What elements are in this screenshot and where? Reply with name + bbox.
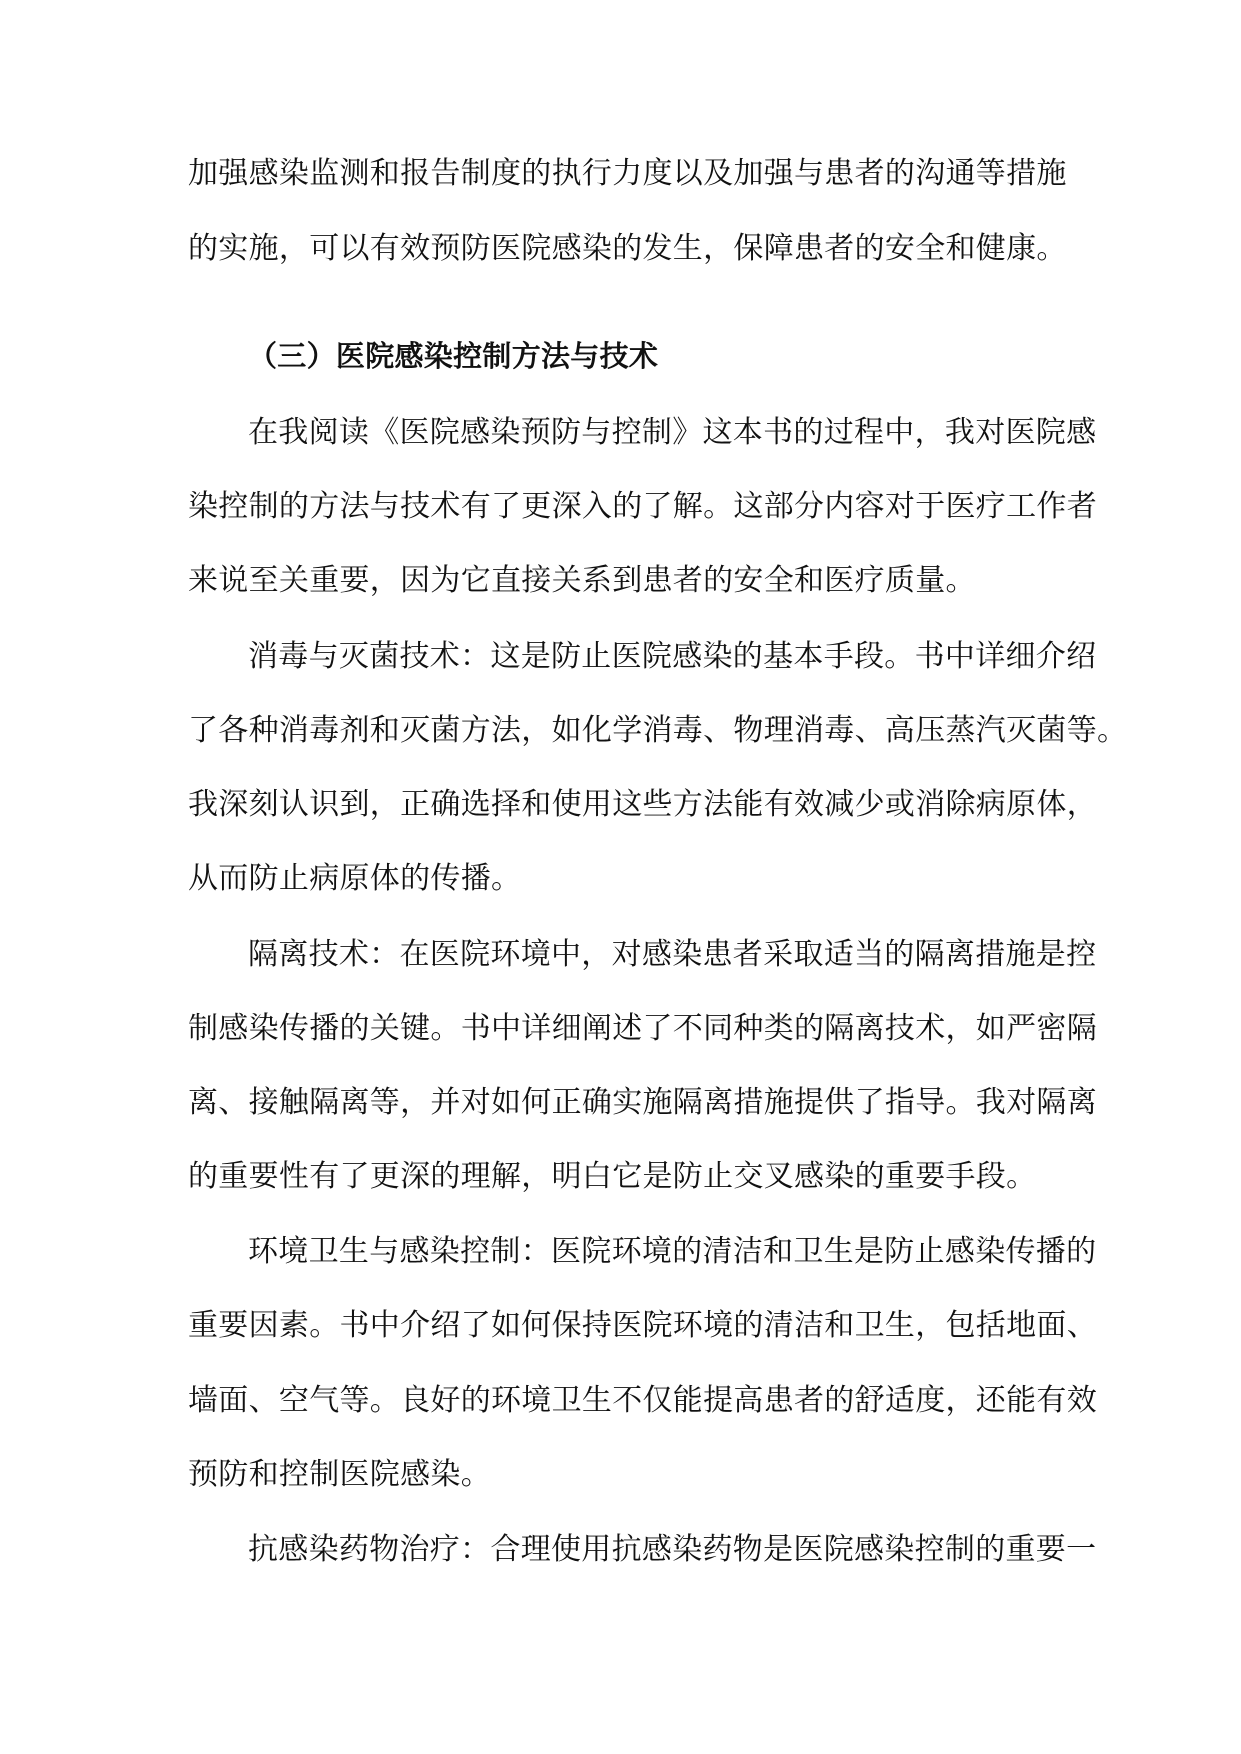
text-line-1: 加强感染监测和报告制度的执行力度以及加强与患者的沟通等措施 <box>188 156 1067 191</box>
text-line-13: 离、接触隔离等，并对如何正确实施隔离措施提供了指导。我对隔离 <box>188 1085 1097 1120</box>
text-line-9: 我深刻认识到，正确选择和使用这些方法能有效减少或消除病原体， <box>188 787 1097 822</box>
text-line-6: 来说至关重要，因为它直接关系到患者的安全和医疗质量。 <box>188 563 976 598</box>
text-line-14: 的重要性有了更深的理解，明白它是防止交叉感染的重要手段。 <box>188 1159 1037 1194</box>
text-line-15: 环境卫生与感染控制：医院环境的清洁和卫生是防止感染传播的 <box>248 1234 1097 1269</box>
text-line-8: 了各种消毒剂和灭菌方法，如化学消毒、物理消毒、高压蒸汽灭菌等。 <box>188 713 1128 748</box>
text-line-16: 重要因素。书中介绍了如何保持医院环境的清洁和卫生，包括地面、 <box>188 1308 1097 1343</box>
text-line-12: 制感染传播的关键。书中详细阐述了不同种类的隔离技术，如严密隔 <box>188 1011 1097 1046</box>
text-line-19: 抗感染药物治疗：合理使用抗感染药物是医院感染控制的重要一 <box>248 1532 1097 1567</box>
text-line-17: 墙面、空气等。良好的环境卫生不仅能提高患者的舒适度，还能有效 <box>188 1383 1097 1418</box>
text-line-5: 染控制的方法与技术有了更深入的了解。这部分内容对于医疗工作者 <box>188 489 1097 524</box>
section-heading: （三）医院感染控制方法与技术 <box>248 339 659 373</box>
text-line-4: 在我阅读《医院感染预防与控制》这本书的过程中，我对医院感 <box>248 415 1097 450</box>
text-line-18: 预防和控制医院感染。 <box>188 1457 491 1492</box>
text-line-2: 的实施，可以有效预防医院感染的发生，保障患者的安全和健康。 <box>188 231 1067 266</box>
text-line-11: 隔离技术：在医院环境中，对感染患者采取适当的隔离措施是控 <box>248 937 1097 972</box>
text-line-10: 从而防止病原体的传播。 <box>188 861 522 896</box>
text-line-7: 消毒与灭菌技术：这是防止医院感染的基本手段。书中详细介绍 <box>248 639 1097 674</box>
